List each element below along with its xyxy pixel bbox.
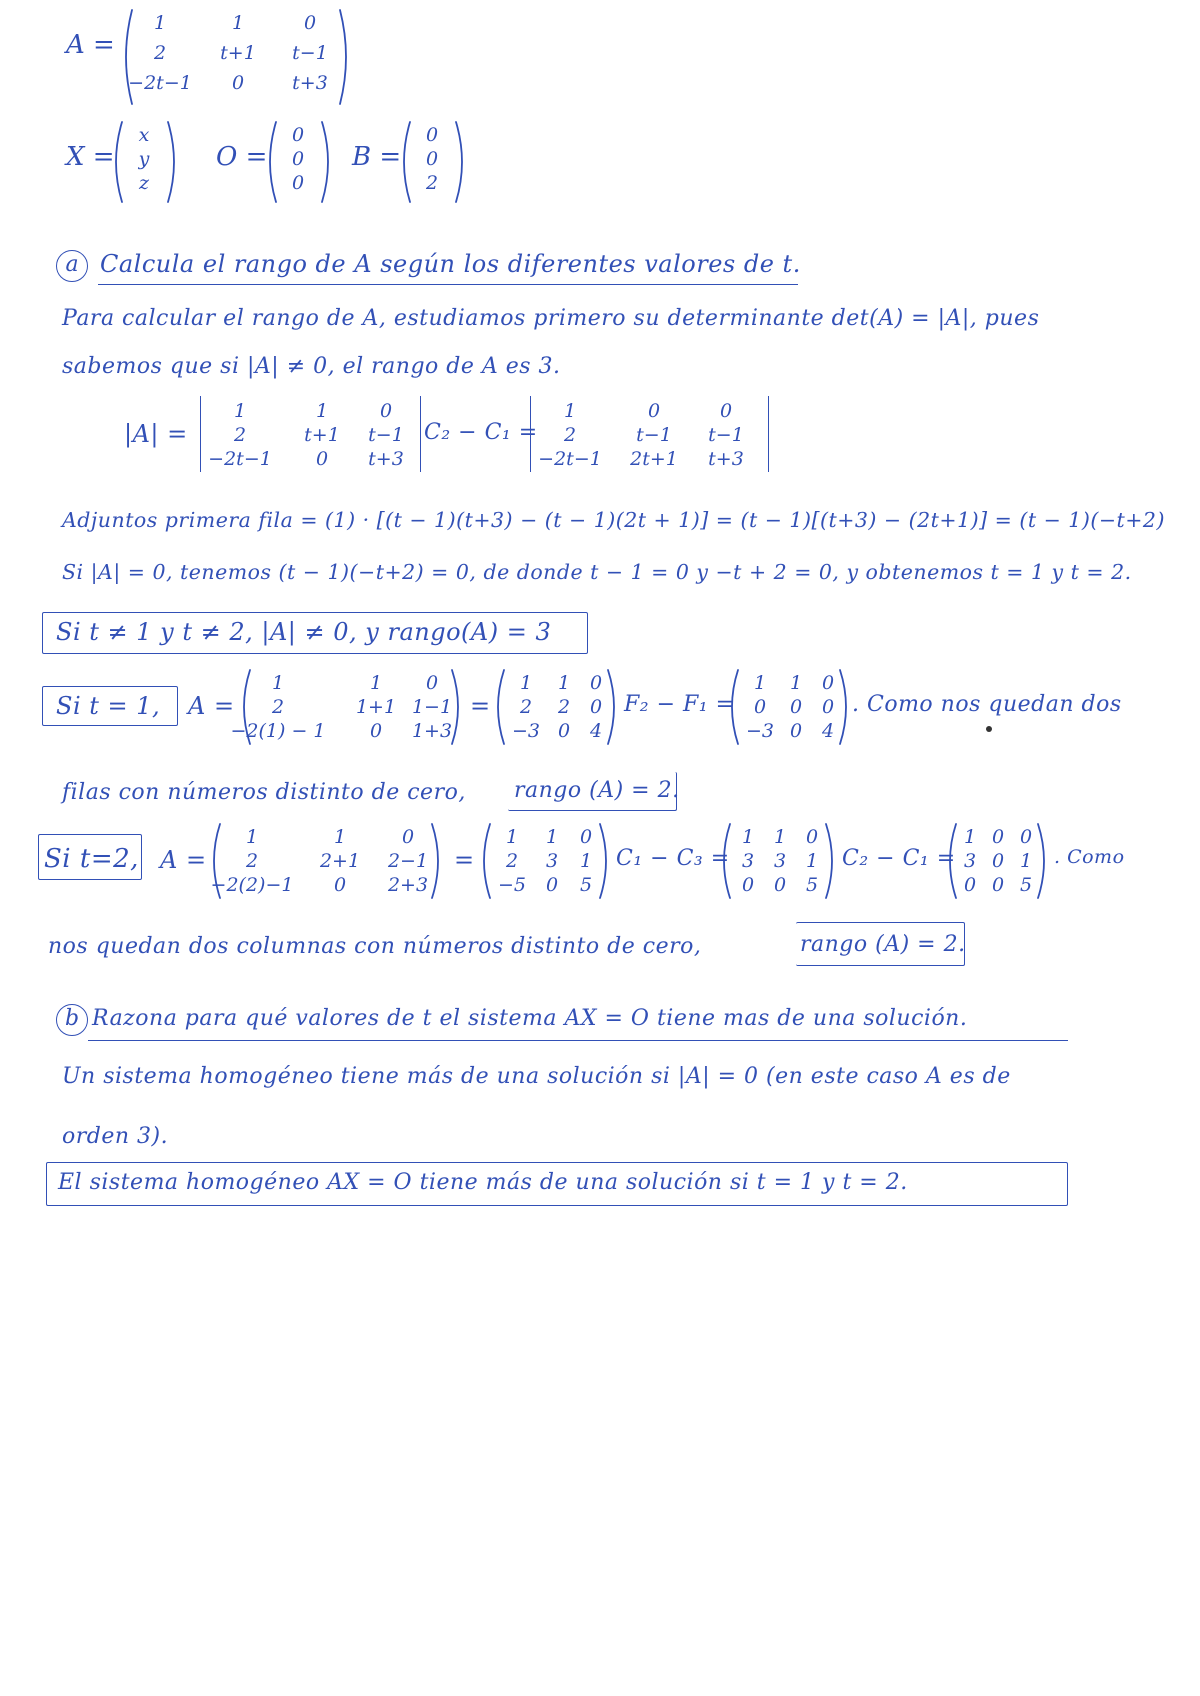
matrix-cell: 0 [963, 874, 977, 896]
paren-right [450, 668, 464, 746]
paren-right [824, 822, 838, 900]
paren-left [398, 120, 412, 204]
matrix-cell: 1 [245, 826, 259, 848]
vector-x [110, 120, 180, 204]
paren-left [492, 668, 506, 746]
matrix-cell: 0 [741, 874, 755, 896]
matrix-cell: 1+3 [411, 720, 453, 742]
matrix-cell: 1 [153, 12, 167, 34]
matrix-cell: −5 [497, 874, 527, 896]
matrix-cell: 2+3 [387, 874, 429, 896]
determinant-right [526, 396, 772, 472]
matrix-cell: −2t−1 [538, 448, 602, 470]
matrix-cell: 1 [505, 826, 519, 848]
part-b-line-1: Un sistema homogéneo tiene más de una solución si |A| = 0 (en este caso A es de [62, 1064, 1011, 1089]
conclusion: El sistema homogéneo AX = O tiene más de una solución si t = 1 y t = 2. [58, 1170, 908, 1195]
case1-result: rango (A) = 2. [514, 778, 680, 803]
paren-right [1036, 822, 1050, 900]
matrix-cell: t−1 [708, 424, 744, 446]
matrix-cell: t−1 [636, 424, 672, 446]
determinant-left [196, 396, 424, 472]
ink-dot [986, 726, 992, 732]
matrix-cell: 2 [153, 42, 167, 64]
matrix-cell: 1 [805, 850, 819, 872]
case1-matrix-1 [230, 668, 464, 746]
part-a-marker: a [56, 250, 88, 282]
matrix-cell: 0 [821, 696, 835, 718]
matrix-cell: t+1 [220, 42, 256, 64]
matrix-cell: 0 [369, 720, 383, 742]
case1-matrix-3 [726, 668, 852, 746]
matrix-cell: 1 [519, 672, 533, 694]
matrix-cell: 1 [963, 826, 977, 848]
matrix-cell: x [138, 124, 150, 146]
part-a-title: Calcula el rango de A según los diferentes valores de t. [100, 250, 801, 278]
matrix-cell: 2−1 [387, 850, 429, 872]
matrix-cell: 1+1 [355, 696, 397, 718]
matrix-cell: 1 [369, 672, 383, 694]
determinant-label: |A| = [124, 420, 188, 448]
matrix-cell: 0 [545, 874, 559, 896]
case1-text-2: filas con números distinto de cero, [62, 780, 466, 805]
matrix-cell: 0 [379, 400, 393, 422]
matrix-cell: 2+1 [319, 850, 361, 872]
case1-operation: F₂ − F₁ = [624, 692, 735, 717]
matrix-cell: 2 [519, 696, 533, 718]
matrix-cell: t+1 [304, 424, 340, 446]
matrix-cell: 0 [991, 850, 1005, 872]
matrix-cell: 3 [963, 850, 977, 872]
paren-right [606, 668, 620, 746]
case2-a-label: A = [160, 846, 207, 874]
matrix-cell: 5 [805, 874, 819, 896]
matrix-cell: 1 [773, 826, 787, 848]
matrix-cell: 0 [291, 148, 305, 170]
matrix-cell: 0 [805, 826, 819, 848]
part-b-marker: b [56, 1004, 88, 1036]
matrix-cell: 0 [315, 448, 329, 470]
case2-operation-1: C₁ − C₃ = [616, 846, 730, 871]
matrix-cell: 0 [291, 124, 305, 146]
matrix-cell: 0 [333, 874, 347, 896]
case2-matrix-2 [478, 822, 612, 900]
matrix-cell: 4 [589, 720, 603, 742]
case1-text: . Como nos quedan dos [852, 692, 1122, 717]
matrix-cell: 3 [741, 850, 755, 872]
matrix-cell: t−1 [368, 424, 404, 446]
matrix-cell: 0 [991, 826, 1005, 848]
matrix-cell: 0 [579, 826, 593, 848]
matrix-cell: 0 [303, 12, 317, 34]
paren-left [238, 668, 252, 746]
paren-right [454, 120, 468, 204]
matrix-cell: z [138, 172, 150, 194]
vector-o [264, 120, 334, 204]
paren-left [718, 822, 732, 900]
solve-line: Si |A| = 0, tenemos (t − 1)(−t+2) = 0, de donde t − 1 = 0 y −t + 2 = 0, y obtenemos t = 1 y t = 2. [62, 560, 1132, 584]
matrix-cell: 2 [271, 696, 285, 718]
matrix-cell: −2t−1 [208, 448, 272, 470]
case2-text: . Como [1054, 846, 1125, 868]
matrix-cell: 1 [315, 400, 329, 422]
case2-operation-2: C₂ − C₁ = [842, 846, 956, 871]
matrix-cell: 2 [233, 424, 247, 446]
case2-result: rango (A) = 2. [800, 932, 966, 957]
determinant-bar-left [200, 396, 201, 472]
matrix-cell: 1 [1019, 850, 1033, 872]
matrix-cell: y [138, 148, 150, 170]
matrix-cell: 0 [753, 696, 767, 718]
vector-b-label: B = [352, 142, 402, 172]
matrix-cell: 0 [1019, 826, 1033, 848]
paren-left [478, 822, 492, 900]
paren-right [338, 8, 352, 106]
matrix-cell: −3 [745, 720, 775, 742]
matrix-cell: 1 [753, 672, 767, 694]
matrix-cell: 0 [231, 72, 245, 94]
paren-left [264, 120, 278, 204]
matrix-cell: −2t−1 [128, 72, 192, 94]
determinant-bar-right [768, 396, 769, 472]
matrix-a-label: A = [66, 30, 115, 60]
case2-matrix-4 [944, 822, 1050, 900]
matrix-cell: 0 [291, 172, 305, 194]
matrix-cell: 0 [821, 672, 835, 694]
case2-equals: = [454, 846, 475, 874]
matrix-cell: 2t+1 [630, 448, 678, 470]
matrix-cell: 0 [719, 400, 733, 422]
matrix-cell: 2 [557, 696, 571, 718]
matrix-cell: 0 [425, 124, 439, 146]
case1-equals: = [470, 692, 491, 720]
matrix-cell: 1 [741, 826, 755, 848]
matrix-cell: 0 [991, 874, 1005, 896]
paren-right [598, 822, 612, 900]
case1-label: Si t = 1, [56, 692, 161, 720]
paren-right [166, 120, 180, 204]
matrix-cell: 3 [773, 850, 787, 872]
matrix-cell: 0 [773, 874, 787, 896]
paren-left [944, 822, 958, 900]
paren-right [320, 120, 334, 204]
matrix-cell: 1 [271, 672, 285, 694]
matrix-cell: 1 [233, 400, 247, 422]
paren-right [838, 668, 852, 746]
matrix-cell: 0 [425, 148, 439, 170]
matrix-cell: 2 [245, 850, 259, 872]
matrix-cell: 5 [579, 874, 593, 896]
matrix-cell: 0 [789, 696, 803, 718]
vector-x-label: X = [66, 142, 115, 172]
matrix-cell: 1 [563, 400, 577, 422]
matrix-cell: 1 [557, 672, 571, 694]
matrix-cell: 0 [401, 826, 415, 848]
part-a-intro-2: sabemos que si |A| ≠ 0, el rango de A es 3. [62, 354, 561, 379]
paren-left [120, 8, 134, 106]
matrix-cell: 1 [333, 826, 347, 848]
matrix-cell: 2 [425, 172, 439, 194]
matrix-cell: t−1 [292, 42, 328, 64]
matrix-cell: 0 [589, 696, 603, 718]
case-general: Si t ≠ 1 y t ≠ 2, |A| ≠ 0, y rango(A) = 3 [56, 618, 552, 646]
matrix-cell: t+3 [708, 448, 744, 470]
matrix-cell: −3 [511, 720, 541, 742]
case2-matrix-3 [718, 822, 838, 900]
paren-left [110, 120, 124, 204]
matrix-cell: t+3 [292, 72, 328, 94]
vector-o-label: O = [216, 142, 268, 172]
paren-left [726, 668, 740, 746]
matrix-cell: 1−1 [411, 696, 453, 718]
matrix-cell: −2(1) − 1 [230, 720, 326, 742]
adjuntos-line: Adjuntos primera fila = (1) · [(t − 1)(t+3) − (t − 1)(2t + 1)] = (t − 1)[(t+3) − (2t+1)] = (t − 1)(−t+2) [62, 508, 1165, 532]
matrix-cell: 0 [789, 720, 803, 742]
matrix-cell: 0 [557, 720, 571, 742]
matrix-cell: 1 [789, 672, 803, 694]
part-b-line-2: orden 3). [62, 1124, 169, 1149]
part-b-title-underline [88, 1040, 1068, 1041]
case2-matrix-1 [208, 822, 444, 900]
matrix-cell: 0 [589, 672, 603, 694]
matrix-a [120, 8, 352, 106]
paren-right [430, 822, 444, 900]
determinant-bar-right [420, 396, 421, 472]
part-a-intro-1: Para calcular el rango de A, estudiamos primero su determinante det(A) = |A|, pues [62, 306, 1040, 331]
matrix-cell: 2 [505, 850, 519, 872]
case2-label: Si t=2, [44, 844, 139, 874]
matrix-cell: 0 [647, 400, 661, 422]
determinant-bar-left [530, 396, 531, 472]
matrix-cell: −2(2)−1 [210, 874, 294, 896]
case1-matrix-2 [492, 668, 620, 746]
part-a-title-underline [98, 284, 798, 285]
matrix-cell: 1 [579, 850, 593, 872]
determinant-operation: C₂ − C₁ = [424, 420, 538, 445]
matrix-cell: 1 [231, 12, 245, 34]
matrix-cell: 5 [1019, 874, 1033, 896]
matrix-cell: 3 [545, 850, 559, 872]
paren-left [208, 822, 222, 900]
matrix-cell: t+3 [368, 448, 404, 470]
case2-text-2: nos quedan dos columnas con números distinto de cero, [48, 934, 702, 959]
vector-b [398, 120, 468, 204]
matrix-cell: 2 [563, 424, 577, 446]
matrix-cell: 4 [821, 720, 835, 742]
part-b-title: Razona para qué valores de t el sistema AX = O tiene mas de una solución. [92, 1006, 968, 1031]
matrix-cell: 0 [425, 672, 439, 694]
case1-a-label: A = [188, 692, 235, 720]
matrix-cell: 1 [545, 826, 559, 848]
